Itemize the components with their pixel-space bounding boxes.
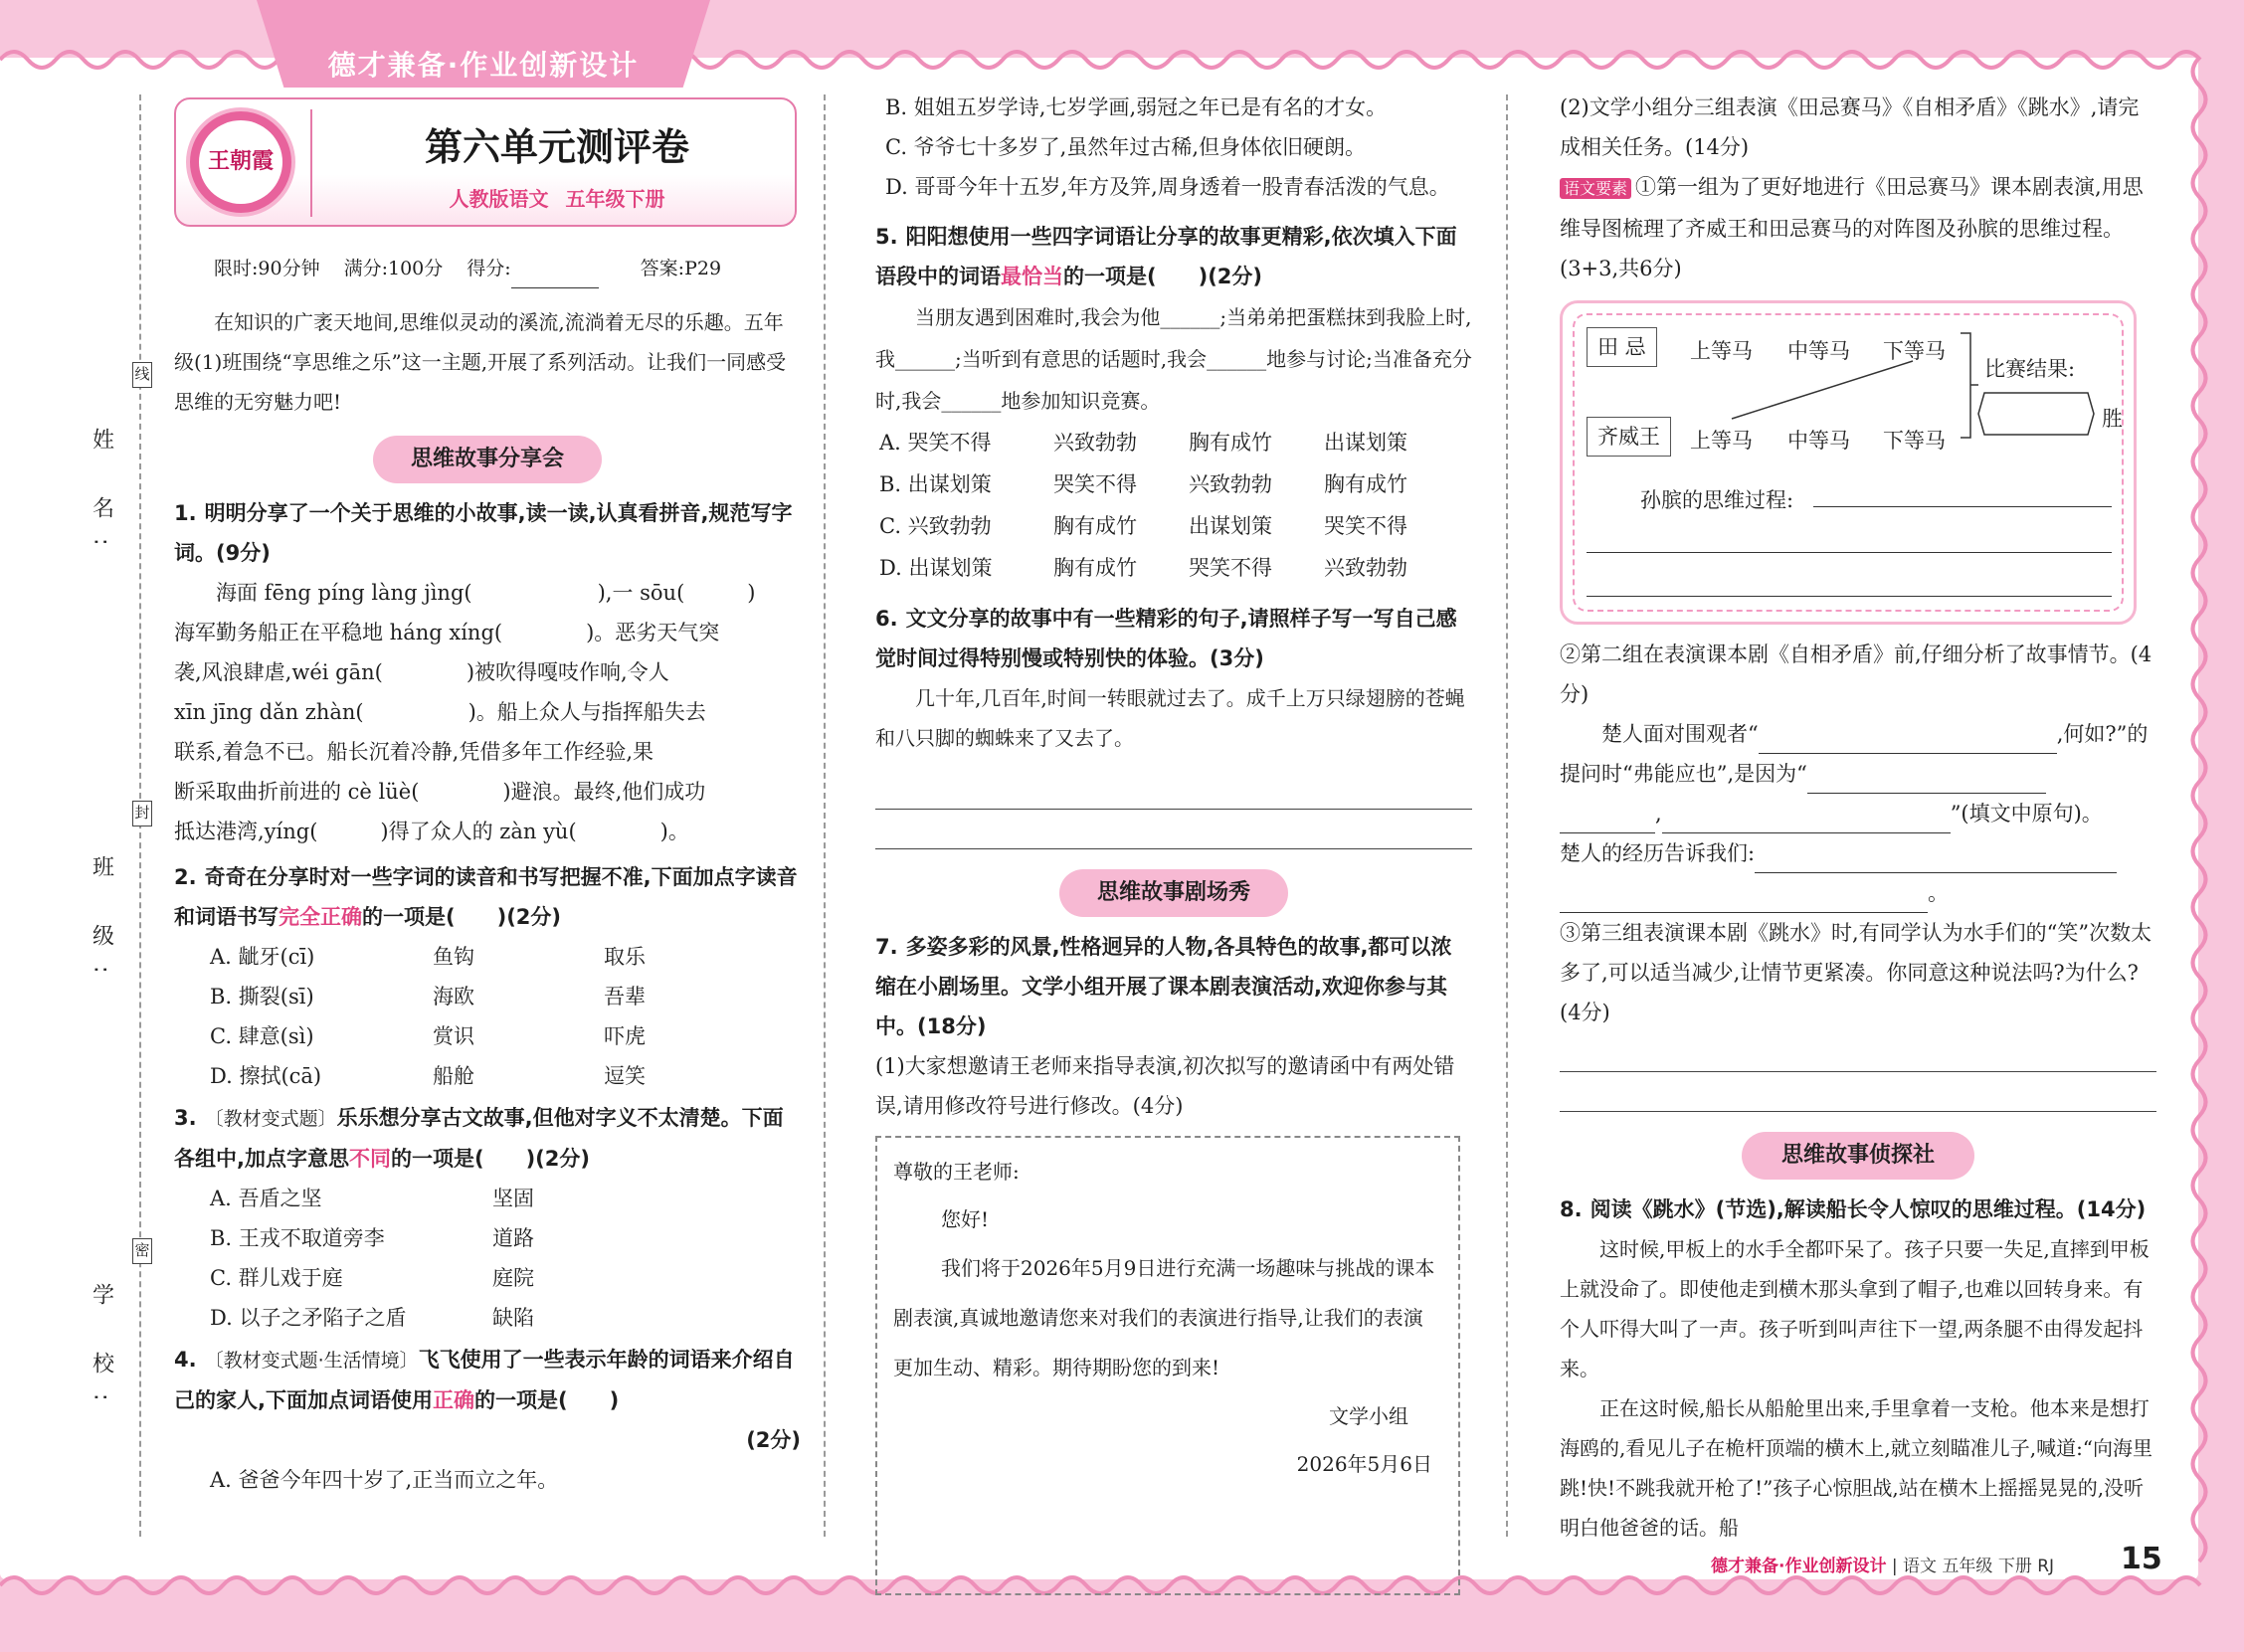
class-field[interactable]: [82, 855, 121, 993]
question-6-stem: 6. 文文分享的故事中有一些精彩的句子,请照样子写一写自己感觉时间过得特别慢或特别快的体验。(3分): [875, 607, 1457, 670]
q8-passage-2: 正在这时候,船长从船舱里出来,手里拿着一支枪。他本来是想打海鸥的,看见儿子在桅杆顶端的横木上,就立刻瞄准儿子,喊道:“向海里跳!快!不跳我就开枪了!”孩子心惊胆战,站在横木上摇摇晃晃的,没听明白他爸爸的话。船: [1560, 1396, 2153, 1540]
invitation-letter[interactable]: [875, 1136, 1460, 1595]
result-answer-box[interactable]: [1974, 389, 2098, 439]
q6-answer-line[interactable]: [875, 810, 1472, 849]
q7-task2-lesson-end[interactable]: 。: [1560, 873, 2156, 913]
footer-series: 德才兼备·作业创新设计: [1711, 1557, 1887, 1576]
letter-greeting: 尊敬的王老师:: [893, 1160, 1020, 1184]
bind-mark-secret: 密: [132, 1238, 152, 1264]
q7-task2: ②第二组在表演课本剧《自相矛盾》前,仔细分析了故事情节。(4分): [1560, 642, 2152, 706]
q8-passage-1: 这时候,甲板上的水手全都吓呆了。孩子只要一失足,直摔到甲板上就没命了。即使他走到横木那头拿到了帽子,也难以回转身来。有个人吓得大叫了一声。孩子听到叫声往下一望,两条腿不由得发起抖来。: [1560, 1237, 2150, 1380]
win-label: 胜: [2102, 407, 2123, 431]
q4-option-c[interactable]: C. 爷爷七十多岁了,虽然年过古稀,但身体依旧硬朗。: [885, 135, 1367, 159]
process-blank[interactable]: [1587, 552, 2112, 553]
horse-label: 中等马: [1787, 429, 1850, 453]
horse-label: 下等马: [1883, 339, 1946, 363]
q7-sub1: (1)大家想邀请王老师来指导表演,初次拟写的邀请函中有两处错误,请用修改符号进行修改。(4分): [875, 1054, 1455, 1118]
q7-task2-fill[interactable]: , ”(填文中原句)。: [1560, 794, 2156, 833]
q7-task1: 语文要素 ①第一组为了更好地进行《田忌赛马》课本剧表演,用思维导图梳理了齐威王和田忌赛马的对阵图及孙膑的思维过程。(3+3,共6分): [1560, 175, 2144, 280]
score-blank[interactable]: [511, 249, 599, 288]
q2-option-d[interactable]: D. 擦拭(cā) 船舱 逗笑: [210, 1064, 646, 1088]
question-5-stem: 5. 阳阳想使用一些四字词语让分享的故事更精彩,依次填入下面语段中的词语最恰当的一项是( )(2分): [875, 225, 1457, 288]
column-3: [1560, 88, 2156, 1548]
section-story-share: 思维故事分享会: [373, 436, 602, 483]
horse-label: 中等马: [1787, 339, 1850, 363]
column-1: [174, 97, 801, 1500]
horse-label: 上等马: [1690, 429, 1753, 453]
result-label: 比赛结果:: [1984, 357, 2076, 381]
horse-label: 下等马: [1883, 429, 1946, 453]
wave-border-right: [2184, 58, 2214, 1579]
letter-date: 2026年5月6日: [1296, 1452, 1432, 1476]
q3-option-b[interactable]: B. 王戎不取道旁李 道路: [210, 1226, 534, 1250]
letter-signature: 文学小组: [1329, 1404, 1408, 1428]
question-4-stem: 4. 〔教材变式题·生活情境〕飞飞使用了一些表示年龄的词语来介绍自己的家人,下面加点词语使用正确的一项是( ): [174, 1348, 795, 1412]
q2-option-c[interactable]: C. 肆意(sì) 赏识 吓虎: [210, 1024, 646, 1048]
name-field[interactable]: [82, 428, 121, 565]
answer-page: 答案:P29: [640, 258, 722, 279]
column-2: [875, 88, 1472, 1595]
q7-task2-fill[interactable]: 楚人面对围观者“ ,何如?”的提问时“弗能应也”,是因为“: [1560, 714, 2156, 794]
q5-passage[interactable]: 当朋友遇到困难时,我会为他______;当弟弟把蛋糕抹到我脸上时,我______;当听到有意思的话题时,我会______地参与讨论;当准备充分时,我会______地参加知识竞赛。: [875, 305, 1472, 413]
q1-line[interactable]: 海军勤务船正在平稳地 háng xíng( )。恶劣天气突: [174, 621, 720, 644]
column-divider-1: [824, 94, 826, 1537]
name-label: 姓 名:: [89, 428, 114, 566]
q5-option-b[interactable]: B. 出谋划策 哭笑不得 兴致勃勃 胸有成竹: [879, 472, 1407, 496]
q6-answer-line[interactable]: [875, 770, 1472, 810]
school-field[interactable]: [82, 1283, 121, 1420]
q3-option-c[interactable]: C. 群儿戏于庭 庭院: [210, 1266, 534, 1290]
question-1-stem: 1. 明明分享了一个关于思维的小故事,读一读,认真看拼音,规范写字词。(9分): [174, 501, 793, 565]
q4-option-d[interactable]: D. 哥哥今年十五岁,年方及笄,周身透着一股青春活泼的气息。: [885, 175, 1450, 199]
q1-line[interactable]: 袭,风浪肆虐,wéi gān( )被吹得嘎吱作响,令人: [174, 660, 669, 684]
q1-line[interactable]: 抵达港湾,yíng( )得了众人的 zàn yù( )。: [174, 820, 689, 843]
letter-body[interactable]: 我们将于2026年5月9日进行充满一场趣味与挑战的课本剧表演,真诚地邀请您来对我们的表演进行指导,让我们的表演更加生动、精彩。期待期盼您的到来!: [893, 1256, 1435, 1379]
process-blank[interactable]: [1813, 506, 2112, 507]
column-divider-2: [1506, 94, 1508, 1537]
time-limit: 限时:90分钟: [214, 258, 320, 279]
q2-option-b[interactable]: B. 撕裂(sī) 海欧 吾辈: [210, 985, 646, 1009]
question-7-stem: 7. 多姿多彩的风景,性格迥异的人物,各具特色的故事,都可以浓缩在小剧场里。文学小组开展了课本剧表演活动,欢迎你参与其中。(18分): [875, 935, 1452, 1038]
language-element-tag: 语文要素: [1560, 178, 1631, 199]
header-series-title: 德才兼备·作业创新设计: [327, 49, 640, 82]
qiweiwang-box: 齐威王: [1587, 417, 1671, 457]
bind-mark-line: 线: [132, 362, 152, 388]
q7-task3: ③第三组表演课本剧《跳水》时,有同学认为水手们的“笑”次数太多了,可以适当减少,让情节更紧凑。你同意这种说法吗?为什么?(4分): [1560, 921, 2152, 1024]
q2-option-a[interactable]: A. 龇牙(cī) 鱼钩 取乐: [210, 945, 646, 969]
q5-option-d[interactable]: D. 出谋划策 胸有成竹 哭笑不得 兴致勃勃: [879, 556, 1407, 580]
q4-option-b[interactable]: B. 姐姐五岁学诗,七岁学画,弱冠之年已是有名的才女。: [885, 95, 1388, 119]
intro-paragraph: 在知识的广袤天地间,思维似灵动的溪流,流淌着无尽的乐趣。五年级(1)班围绕“享思维之乐”这一主题,开展了系列活动。让我们一同感受思维的无穷魅力吧!: [174, 310, 787, 414]
q7-task2-lesson[interactable]: 楚人的经历告诉我们:: [1560, 833, 2156, 873]
brand-logo: [186, 107, 295, 217]
q7-task3-answer-line[interactable]: [1560, 1032, 2156, 1072]
exam-meta: [214, 249, 801, 288]
process-label: 孙膑的思维过程:: [1640, 488, 1794, 512]
footer-info: | 语文 五年级 下册 RJ: [1891, 1557, 2055, 1576]
footer: [1711, 1552, 2054, 1576]
q5-option-a[interactable]: A. 哭笑不得 兴致勃勃 胸有成竹 出谋划策: [879, 431, 1407, 455]
school-label: 学 校:: [89, 1283, 114, 1421]
page-title: 第六单元测评卷: [424, 125, 689, 169]
mind-map: [1560, 300, 2137, 625]
question-3-stem: 3. 〔教材变式题〕乐乐想分享古文故事,但他对字义不太清楚。下面各组中,加点字意思不同的一项是( )(2分): [174, 1106, 784, 1171]
q4-score: (2分): [746, 1428, 801, 1452]
section-theatre: 思维故事剧场秀: [1059, 869, 1288, 917]
class-label: 班 级:: [89, 855, 114, 994]
score-label: 得分:: [467, 258, 511, 279]
tianji-box: 田 忌: [1587, 327, 1657, 367]
process-blank[interactable]: [1587, 596, 2112, 597]
q1-line[interactable]: 海面 fēng píng làng jìng( ),一 sōu( ): [216, 581, 756, 605]
full-score: 满分:100分: [343, 258, 444, 279]
q3-option-d[interactable]: D. 以子之矛陷子之盾 缺陷: [210, 1306, 534, 1330]
letter-hello: 您好!: [941, 1207, 990, 1231]
horse-label: 上等马: [1690, 339, 1753, 363]
bind-mark-seal: 封: [132, 801, 152, 826]
q1-line[interactable]: xīn jīng dǎn zhàn( )。船上众人与指挥船失去: [174, 700, 706, 724]
page-subtitle: 人教版语文 五年级下册: [449, 187, 665, 211]
student-info-strip: [82, 418, 121, 1432]
q7-sub2: (2)文学小组分三组表演《田忌赛马》《自相矛盾》《跳水》,请完成相关任务。(14分): [1560, 95, 2140, 159]
question-8-stem: 8. 阅读《跳水》(节选),解读船长令人惊叹的思维过程。(14分): [1560, 1197, 2147, 1221]
title-box: [174, 97, 797, 227]
q5-option-c[interactable]: C. 兴致勃勃 胸有成竹 出谋划策 哭笑不得: [879, 514, 1407, 538]
q4-option-a[interactable]: A. 爸爸今年四十岁了,正当而立之年。: [210, 1468, 559, 1492]
q1-line[interactable]: 断采取曲折前进的 cè lüè( )避浪。最终,他们成功: [174, 780, 706, 804]
q7-task3-answer-line[interactable]: [1560, 1072, 2156, 1112]
q3-option-a[interactable]: A. 吾盾之坚 坚固: [210, 1187, 534, 1210]
question-2-stem: 2. 奇奇在分享时对一些字词的读音和书写把握不准,下面加点字读音和词语书写完全正确的一项是( )(2分): [174, 865, 798, 929]
q6-example: 几十年,几百年,时间一转眼就过去了。成千上万只绿翅膀的苍蝇和八只脚的蜘蛛来了又去了。: [875, 686, 1465, 750]
page-number: 15: [2121, 1542, 2162, 1576]
q1-line: 联系,着急不已。船长沉着冷静,凭借多年工作经验,果: [174, 740, 654, 764]
title-divider: [310, 109, 312, 217]
section-detective: 思维故事侦探社: [1742, 1132, 1974, 1180]
logo-text: 王朝霞: [199, 120, 282, 204]
